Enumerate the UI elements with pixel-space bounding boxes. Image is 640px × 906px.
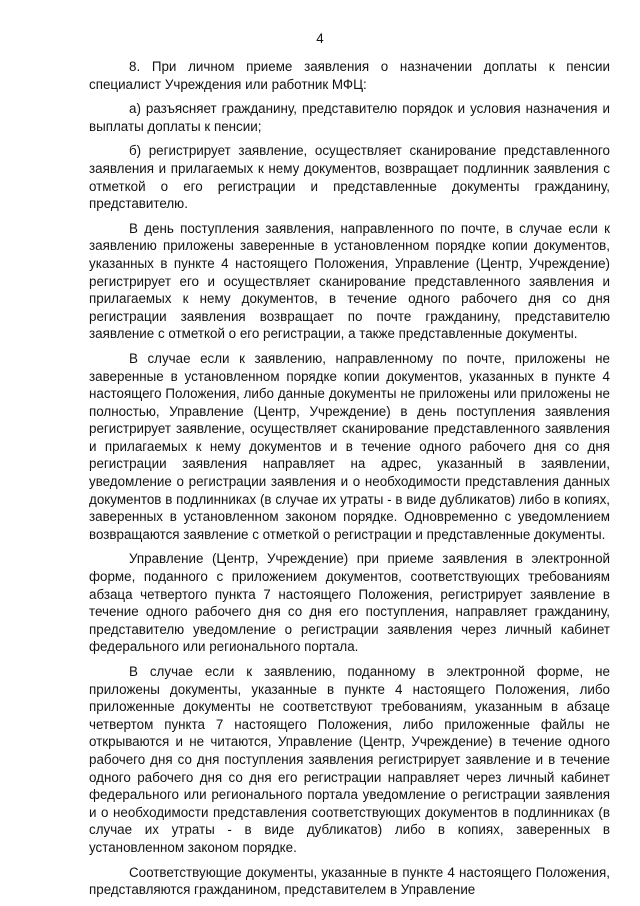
- paragraph-mail-certified: В день поступления заявления, направленного по почте, в случае если к заявлению приложены заверенные в установленном порядке копии документов, указанных в пункте 4 настоящего Положения, Управление (Центр, Учреждение) регистрирует его и осуществляет сканирование представленного заявления и прилагаемых к нему документов, в течение одного рабочего дня со дня регистрации заявления возвращает по почте гражданину, представителю заявление с отметкой о его регистрации, а также представленные документы.: [89, 220, 610, 342]
- paragraph-documents-submission: Соответствующие документы, указанные в пункте 4 настоящего Положения, представляются гражданином, представителем в Управление: [89, 864, 610, 898]
- paragraph-subitem-a: а) разъясняет гражданину, представителю порядок и условия назначения и выплаты доплаты к пенсии;: [89, 101, 610, 134]
- document-body: [89, 58, 610, 906]
- page-number: 4: [316, 31, 324, 46]
- paragraph-subitem-b: б) регистрирует заявление, осуществляет сканирование представленного заявления и прилагаемых к нему документов, возвращает подлинник заявления с отметкой о его регистрации и представленные документы гражданину, представителю.: [89, 143, 610, 212]
- paragraph-electronic-valid: Управление (Центр, Учреждение) при приеме заявления в электронной форме, поданного с приложением документов, соответствующих требованиям абзаца четвертого пункта 7 настоящего Положения, регистрирует заявление в течение одного рабочего дня со дня его поступления, направляет гражданину, представителю уведомление о регистрации заявления через личный кабинет федерального или регионального портала.: [89, 551, 610, 655]
- paragraph-mail-uncertified: В случае если к заявлению, направленному по почте, приложены не заверенные в установленном порядке копии документов, указанных в пункте 4 настоящего Положения, либо данные документы не приложены или приложены не полностью, Управление (Центр, Учреждение) в день поступления заявления регистрирует заявление, осуществляет сканирование представленного заявления и прилагаемых к нему документов и в течение одного рабочего дня со дня регистрации заявления направляет на адрес, указанный в заявлении, уведомление о регистрации заявления и о необходимости представления данных документов в подлинниках (в случае их утраты - в виде дубликатов) либо в копиях, заверенных в установленном законом порядке. Одновременно с уведомлением возвращаются заявление с отметкой о регистрации и представленные документы.: [89, 350, 610, 542]
- paragraph-item-8-intro: 8. При личном приеме заявления о назначении доплаты к пенсии специалист Учреждения или работник МФЦ:: [89, 59, 610, 92]
- paragraph-electronic-invalid: В случае если к заявлению, поданному в электронной форме, не приложены документы, указанные в пункте 4 настоящего Положения, либо приложенные документы не соответствуют требованиям, указанным в абзаце четвертом пункта 7 настоящего Положения, либо приложенные файлы не открываются и не читаются, Управление (Центр, Учреждение) в течение одного рабочего дня со дня поступления заявления регистрирует заявление и в течение одного рабочего дня со дня его регистрации направляет через личный кабинет федерального или регионального портала уведомление о регистрации заявления и о необходимости представления соответствующих документов в подлинниках (в случае их утраты - в виде дубликатов) либо в копиях, заверенных в установленном законом порядке.: [89, 664, 610, 855]
